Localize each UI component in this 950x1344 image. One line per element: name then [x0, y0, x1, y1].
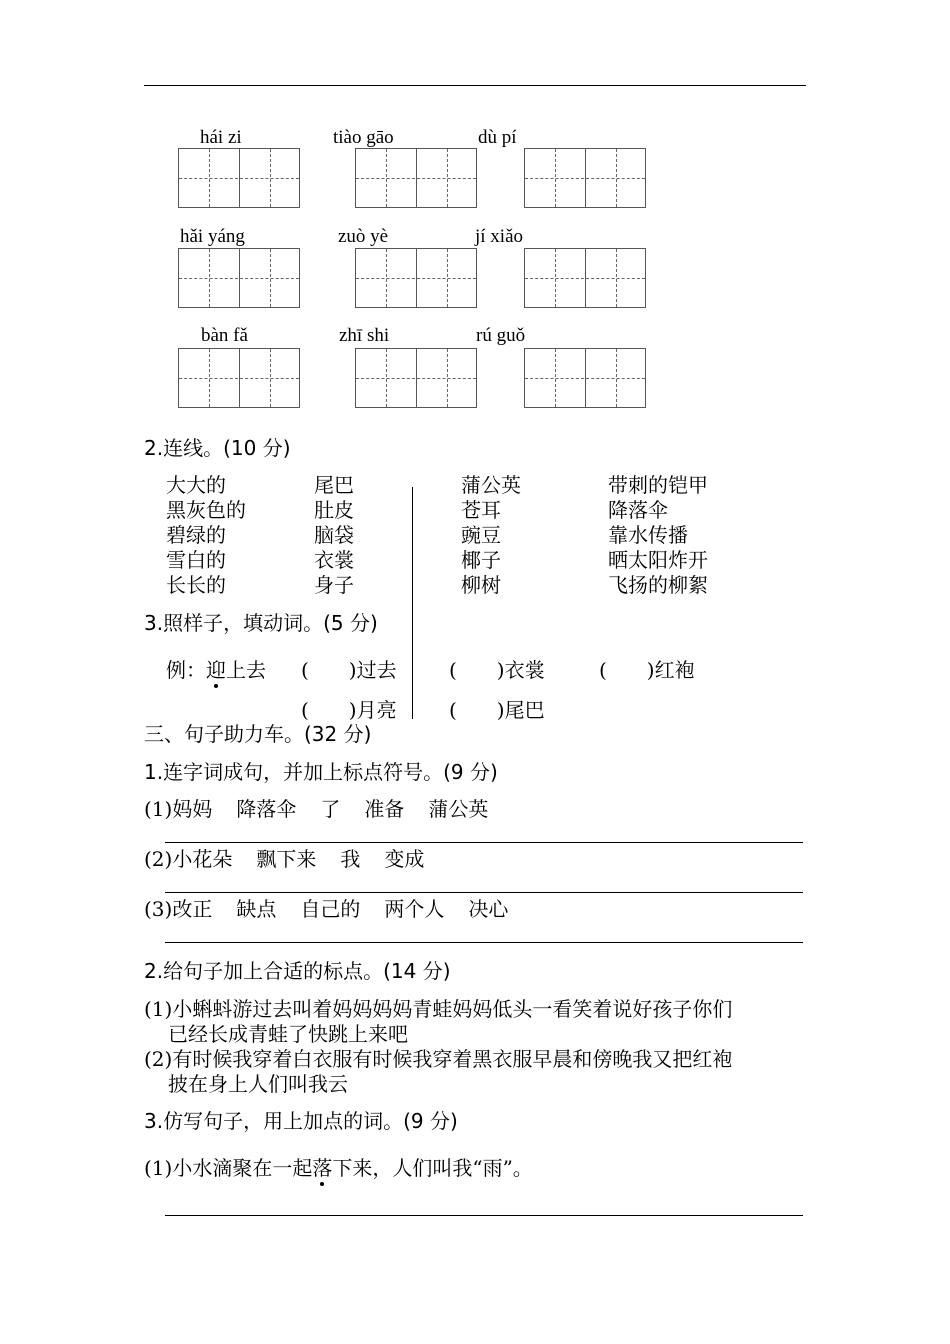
word: 飘下来 — [256, 847, 317, 871]
answer-line[interactable] — [165, 1215, 803, 1216]
s3-q3-title: 3.仿写句子，用上加点的词。(9 分) — [144, 1109, 458, 1133]
verb-blank: ( )月亮 — [301, 698, 397, 722]
item-number: (1) — [144, 797, 173, 821]
verb-blank: ( )过去 — [301, 658, 397, 682]
example-prefix: 例： — [166, 658, 206, 682]
match-item: 身子 — [314, 573, 354, 597]
pinyin-label: hǎi yáng — [180, 226, 245, 247]
word: 妈妈 — [172, 797, 213, 821]
match-item: 带刺的铠甲 — [608, 473, 708, 497]
match-item: 椰子 — [461, 548, 501, 572]
word: 改正 — [172, 897, 213, 921]
writing-grid[interactable] — [524, 348, 646, 408]
writing-grid[interactable] — [355, 148, 477, 208]
s3-q2-title: 2.给句子加上合适的标点。(14 分) — [144, 959, 451, 983]
writing-grid[interactable] — [178, 348, 300, 408]
word: 降落伞 — [236, 797, 297, 821]
match-item: 降落伞 — [608, 498, 668, 522]
match-item: 碧绿的 — [166, 523, 226, 547]
match-item: 长长的 — [166, 573, 226, 597]
example-rest: 上去 — [226, 658, 266, 682]
match-item: 肚皮 — [314, 498, 354, 522]
emphasis-char: 落 — [312, 1156, 333, 1180]
punctuation-item-line: (2)有时候我穿着白衣服有时候我穿着黑衣服早晨和傍晚我又把红袍 — [144, 1047, 733, 1071]
match-item: 雪白的 — [166, 548, 226, 572]
writing-grid[interactable] — [178, 248, 300, 308]
answer-line[interactable] — [165, 842, 803, 843]
pinyin-label: zhī shi — [339, 325, 390, 346]
match-item: 苍耳 — [461, 498, 501, 522]
section3-title: 三、句子助力车。(32 分) — [144, 722, 372, 746]
match-item: 黑灰色的 — [166, 498, 246, 522]
word-order-item — [144, 897, 508, 921]
writing-grid[interactable] — [355, 248, 477, 308]
writing-grid[interactable] — [355, 348, 477, 408]
match-item: 飞扬的柳絮 — [608, 573, 708, 597]
answer-line[interactable] — [165, 892, 803, 893]
s3-q1-title: 1.连字词成句，并加上标点符号。(9 分) — [144, 760, 498, 784]
imitation-item — [144, 1156, 533, 1180]
verb-blank: ( )尾巴 — [449, 698, 545, 722]
punctuation-item-line: 披在身上人们叫我云 — [168, 1072, 348, 1096]
verb-blank: ( )红袍 — [599, 658, 695, 682]
match-item: 豌豆 — [461, 523, 501, 547]
match-item: 靠水传播 — [608, 523, 688, 547]
pinyin-label: rú guǒ — [476, 325, 526, 346]
pinyin-label: jí xiǎo — [475, 226, 524, 247]
item-number: (2) — [144, 847, 173, 871]
word: 两个人 — [384, 897, 445, 921]
match-item: 晒太阳炸开 — [608, 548, 708, 572]
pinyin-label: hái zi — [200, 127, 242, 148]
word: 决心 — [468, 897, 509, 921]
word: 蒲公英 — [428, 797, 489, 821]
item-number: (3) — [144, 897, 173, 921]
pinyin-label: tiào gāo — [333, 127, 394, 148]
word: 准备 — [364, 797, 405, 821]
pinyin-label: bàn fǎ — [201, 325, 248, 346]
word: 缺点 — [236, 897, 277, 921]
word: 我 — [340, 847, 361, 871]
match-item: 衣裳 — [314, 548, 354, 572]
word-order-item — [144, 797, 488, 821]
word: 了 — [320, 797, 341, 821]
q2-title: 2.连线。(10 分) — [144, 436, 291, 460]
writing-grid[interactable] — [178, 148, 300, 208]
writing-grid[interactable] — [524, 248, 646, 308]
word: 小花朵 — [172, 847, 233, 871]
punctuation-item-line: (1)小蝌蚪游过去叫着妈妈妈妈青蛙妈妈低头一看笑着说好孩子你们 — [144, 997, 733, 1021]
word-order-item — [144, 847, 424, 871]
match-item: 蒲公英 — [461, 473, 521, 497]
pinyin-label: dù pí — [478, 127, 517, 148]
word: 变成 — [384, 847, 425, 871]
pinyin-label: zuò yè — [338, 226, 389, 247]
punctuation-item-line: 已经长成青蛙了快跳上来吧 — [168, 1022, 408, 1046]
answer-line[interactable] — [165, 942, 803, 943]
match-item: 柳树 — [461, 573, 501, 597]
imitation-prefix: (1)小水滴聚在一起 — [144, 1156, 313, 1180]
match-item: 大大的 — [166, 473, 226, 497]
imitation-rest: 下来，人们叫我“雨”。 — [332, 1156, 533, 1180]
emphasis-char: 迎 — [206, 658, 226, 682]
writing-grid[interactable] — [524, 148, 646, 208]
word: 自己的 — [300, 897, 361, 921]
q3-title: 3.照样子，填动词。(5 分) — [144, 611, 378, 635]
example-text — [166, 658, 266, 682]
match-item: 脑袋 — [314, 523, 354, 547]
match-item: 尾巴 — [314, 473, 354, 497]
verb-blank: ( )衣裳 — [449, 658, 545, 682]
divider-line — [412, 487, 413, 719]
top-rule — [144, 85, 806, 86]
